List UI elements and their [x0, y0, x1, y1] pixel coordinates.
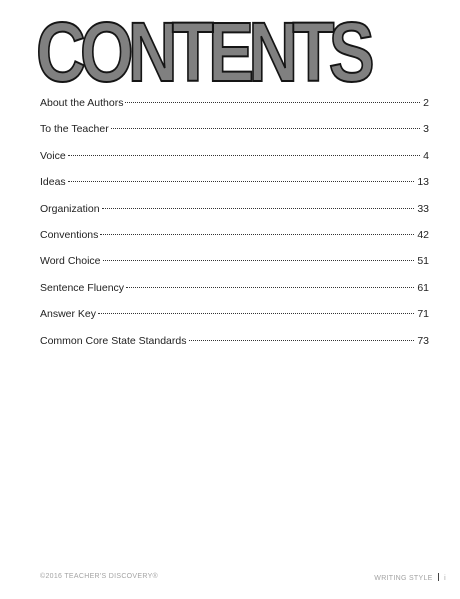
table-of-contents	[40, 95, 429, 359]
toc-entry-label: Voice	[40, 149, 66, 162]
toc-entry-label: About the Authors	[40, 97, 124, 109]
toc-entry-page: 71	[417, 308, 429, 321]
footer-book-title: WRITING STYLE	[374, 575, 433, 582]
toc-entry-answer-key[interactable]	[40, 306, 429, 332]
toc-entry-to-the-teacher[interactable]	[40, 121, 429, 147]
toc-entry-conventions[interactable]	[40, 227, 429, 253]
footer-separator	[438, 573, 439, 581]
toc-entry-page: 42	[417, 228, 429, 241]
toc-entry-page: 2	[423, 97, 429, 109]
footer-page-number: i	[444, 575, 446, 582]
dot-leader	[126, 287, 414, 288]
toc-entry-voice[interactable]	[40, 148, 429, 174]
toc-entry-page: 61	[417, 281, 429, 294]
dot-leader	[68, 181, 415, 182]
dot-leader	[111, 128, 420, 129]
toc-entry-page: 13	[417, 176, 429, 189]
toc-entry-label: Word Choice	[40, 255, 101, 268]
toc-entry-page: 4	[423, 149, 429, 162]
toc-entry-label: Organization	[40, 202, 100, 215]
dot-leader	[125, 102, 420, 103]
dot-leader	[189, 340, 415, 341]
toc-entry-common-core-state-standards[interactable]	[40, 333, 429, 359]
toc-entry-page: 3	[423, 123, 429, 136]
toc-entry-ideas[interactable]	[40, 174, 429, 200]
toc-entry-page: 51	[417, 255, 429, 268]
toc-entry-page: 73	[417, 334, 429, 347]
toc-entry-label: Sentence Fluency	[40, 281, 125, 294]
toc-entry-label: To the Teacher	[40, 123, 109, 136]
footer-page-info	[374, 573, 446, 582]
dot-leader	[103, 260, 415, 261]
toc-entry-word-choice[interactable]	[40, 253, 429, 279]
dot-leader	[100, 234, 414, 235]
toc-entry-label: Conventions	[40, 228, 99, 241]
dot-leader	[98, 313, 414, 314]
toc-entry-page: 33	[417, 202, 429, 215]
toc-entry-about-the-authors[interactable]	[40, 95, 429, 121]
toc-entry-organization[interactable]	[40, 201, 429, 227]
toc-entry-label: Common Core State Standards	[40, 334, 187, 347]
footer-copyright: ©2016 TEACHER'S DISCOVERY®	[40, 573, 159, 580]
dot-leader	[102, 208, 415, 209]
dot-leader	[68, 155, 420, 156]
toc-entry-sentence-fluency[interactable]	[40, 280, 429, 306]
page-title: CONTENTS	[36, 5, 369, 99]
toc-entry-label: Ideas	[40, 176, 66, 189]
toc-entry-label: Answer Key	[40, 308, 97, 321]
